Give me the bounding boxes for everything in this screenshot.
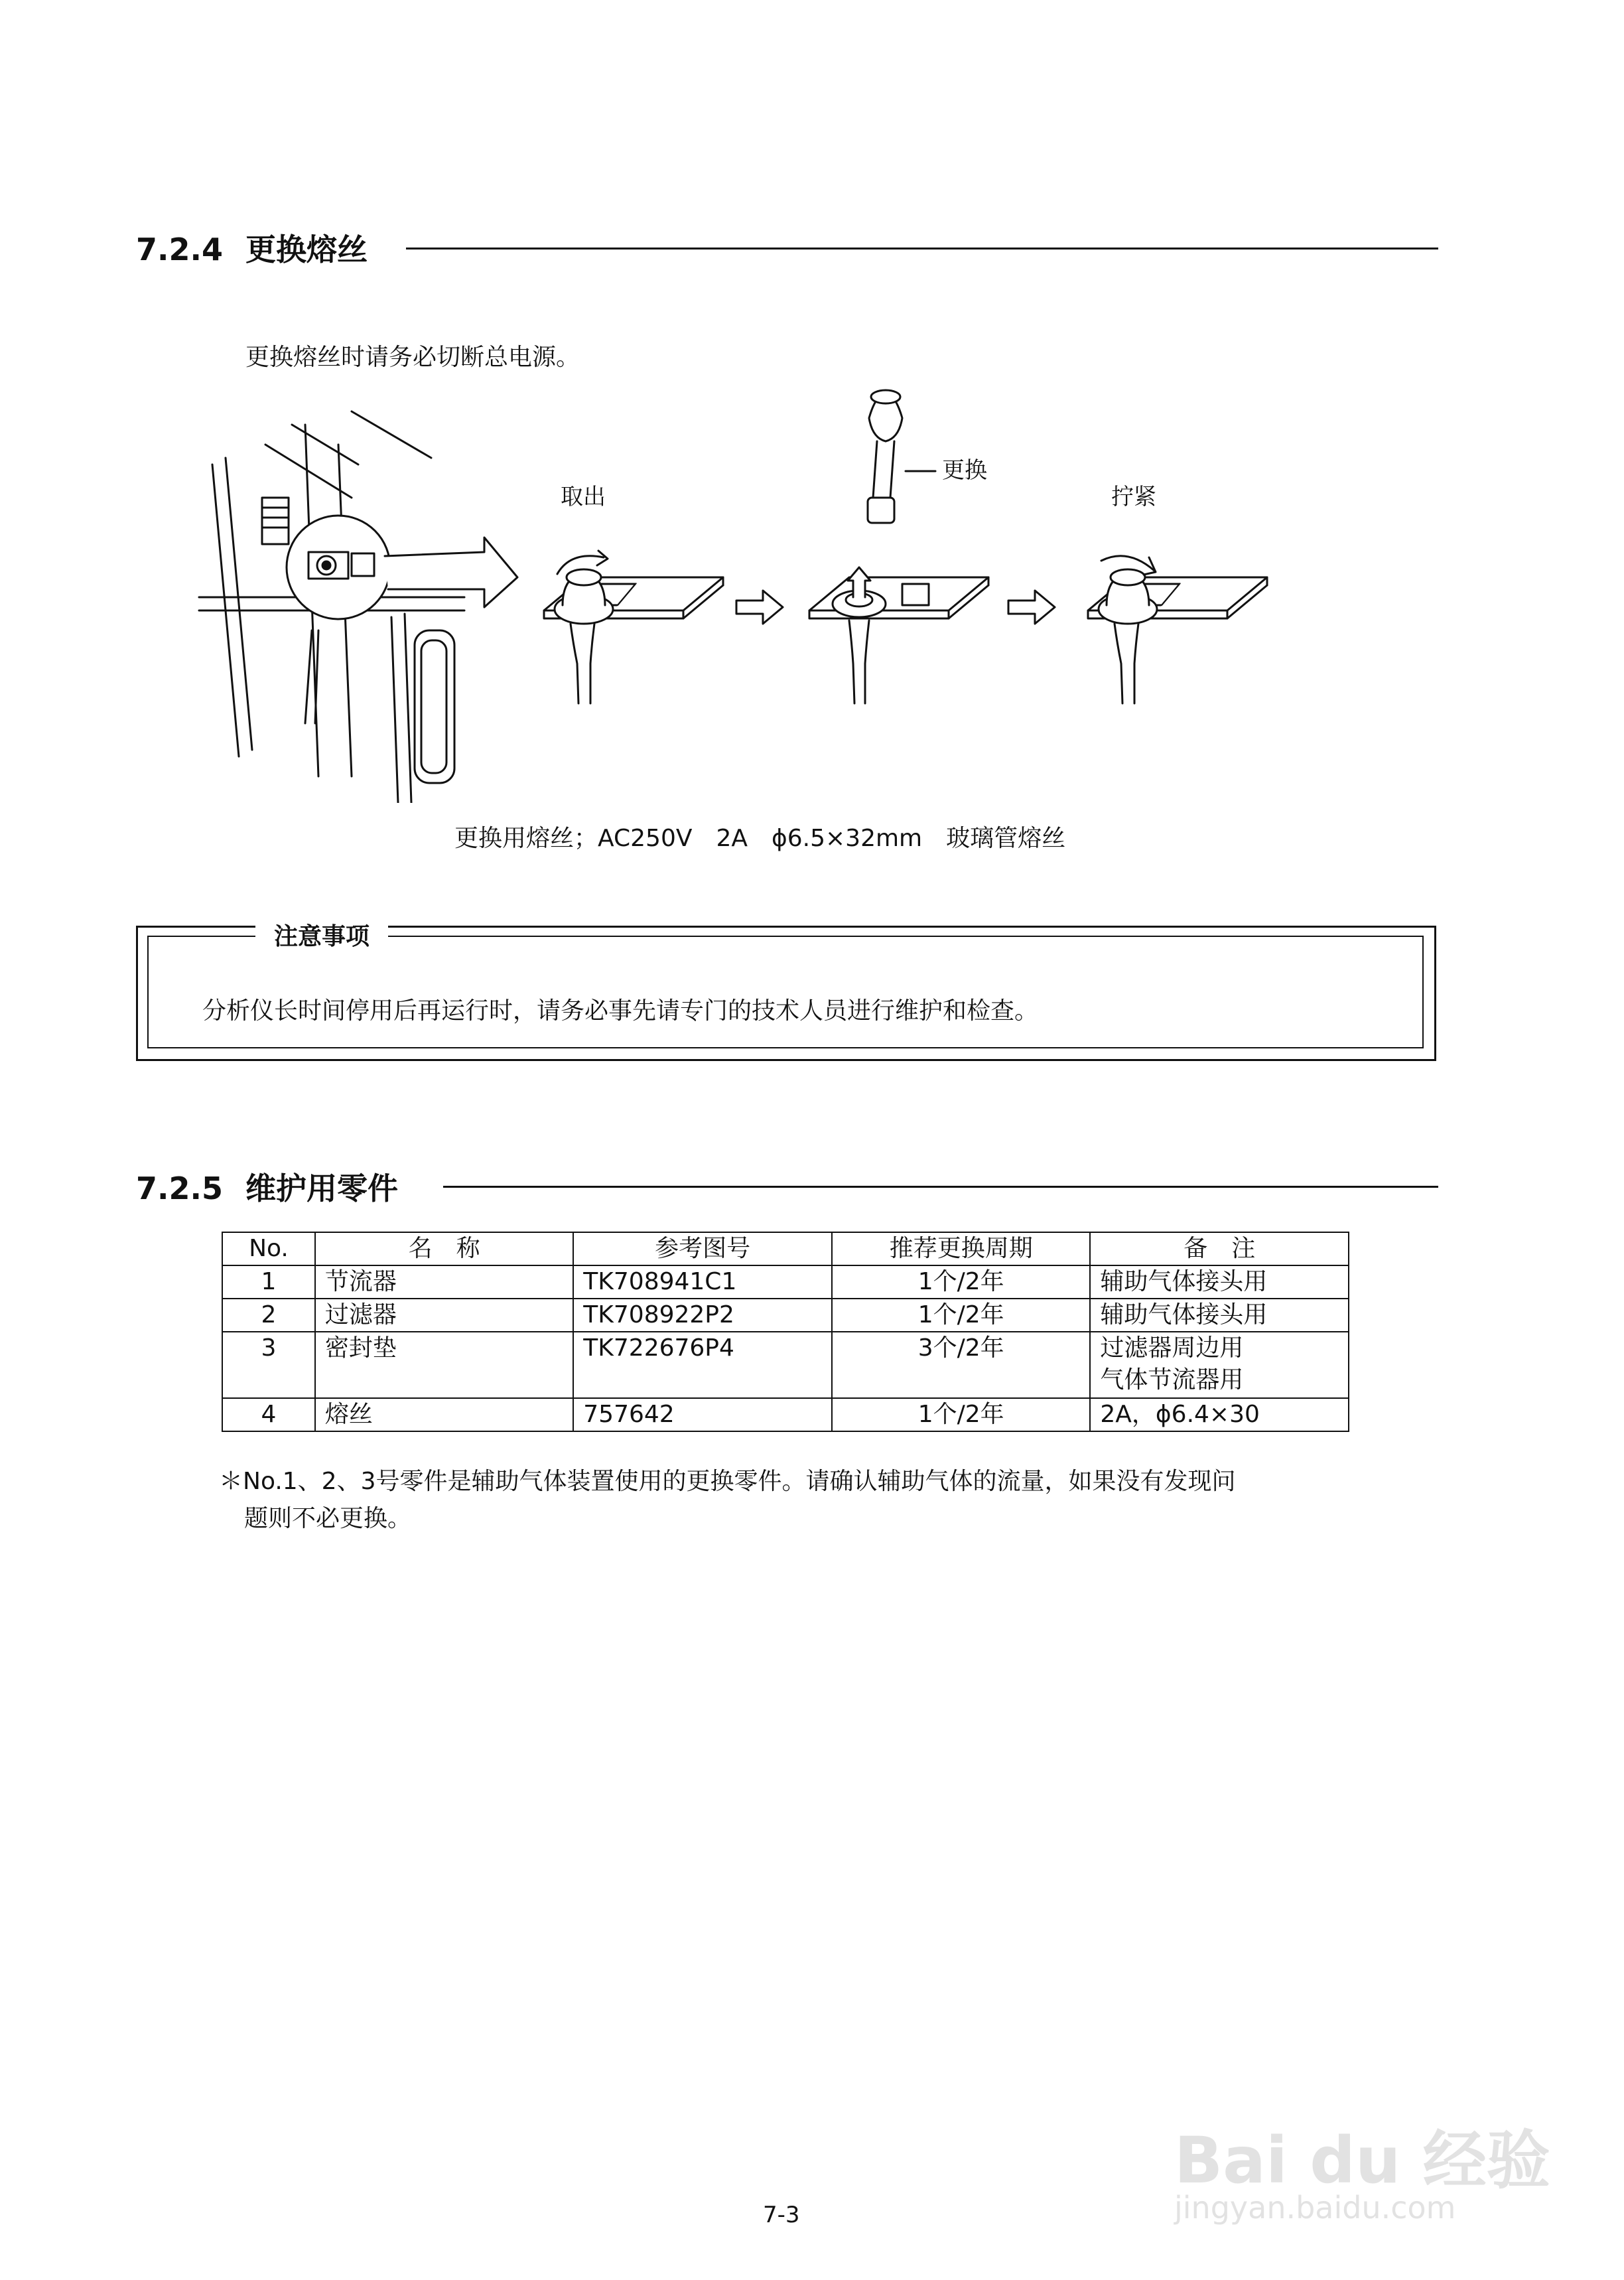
footnote: [219, 1463, 1413, 1537]
baidu-watermark-logo: Bai du 经验: [1174, 2123, 1550, 2198]
cell-no: 1: [222, 1265, 315, 1299]
cell-cycle: 1个/2年: [832, 1265, 1090, 1299]
table-header-cell: No.: [222, 1232, 315, 1265]
cell-ref: TK708941C1: [573, 1265, 832, 1299]
cell-no: 2: [222, 1299, 315, 1332]
section-number: 7.2.4: [136, 232, 223, 267]
cell-ref: 757642: [573, 1398, 832, 1431]
table-header-cell: 备 注: [1090, 1232, 1349, 1265]
footnote-text: No.1、2、3号零件是辅助气体装置使用的更换零件。请确认辅助气体的流量，如果没有发现问: [243, 1468, 1236, 1495]
parts-table: [222, 1232, 1349, 1432]
cell-cycle: 3个/2年: [832, 1332, 1090, 1398]
cell-no: 3: [222, 1332, 315, 1398]
table-row: [222, 1398, 1349, 1431]
table-header-row: [222, 1232, 1349, 1265]
table-header-cell: 名 称: [315, 1232, 573, 1265]
heading-rule: [443, 1186, 1438, 1188]
arrow-icon-2: [1008, 591, 1055, 624]
cell-ref: TK722676P4: [573, 1332, 832, 1398]
table-header-cell: 参考图号: [573, 1232, 832, 1265]
table-row: [222, 1299, 1349, 1332]
table-header-cell: 推荐更换周期: [832, 1232, 1090, 1265]
cell-note: 2A，ϕ6.4×30: [1090, 1398, 1349, 1431]
heading-rule: [406, 248, 1438, 249]
arrow-icon-1: [736, 591, 783, 624]
cell-note: 辅助气体接头用: [1090, 1299, 1349, 1332]
section-heading-7-2-4: [136, 226, 368, 269]
section-heading-7-2-5: [136, 1165, 398, 1208]
cell-note: [1090, 1332, 1349, 1398]
page-number: 7-3: [763, 2202, 800, 2228]
fuse-replacement-illustration: [186, 378, 1287, 803]
notice-title: 注意事项: [255, 918, 388, 952]
section-title: 更换熔丝: [245, 232, 368, 267]
footnote-mark: ＊: [219, 1468, 243, 1495]
cell-cycle: 1个/2年: [832, 1299, 1090, 1332]
cell-ref: TK708922P2: [573, 1299, 832, 1332]
magnifier-callout: [287, 516, 517, 619]
footnote-line: 题则不必更换。: [244, 1505, 412, 1532]
cell-name: 节流器: [315, 1265, 573, 1299]
instruction-text: 更换熔丝时请务必切断总电源。: [245, 344, 580, 371]
baidu-watermark-url: jingyan.baidu.com: [1174, 2190, 1456, 2226]
notice-text: 分析仪长时间停用后再运行时，请务必事先请专门的技术人员进行维护和检查。: [202, 997, 1039, 1025]
cell-note-line: 过滤器周边用: [1100, 1334, 1244, 1362]
section-title: 维护用零件: [245, 1171, 398, 1206]
step-label-tighten: 拧紧: [1111, 484, 1156, 510]
cell-note-line: 气体节流器用: [1100, 1366, 1244, 1393]
section-number: 7.2.5: [136, 1171, 223, 1206]
footnote-line: [219, 1463, 1413, 1500]
cell-cycle: 1个/2年: [832, 1398, 1090, 1431]
cell-name: 熔丝: [315, 1398, 573, 1431]
cell-note: 辅助气体接头用: [1090, 1265, 1349, 1299]
cell-name: 密封垫: [315, 1332, 573, 1398]
step-replace-drawing: [809, 567, 988, 703]
table-row: [222, 1265, 1349, 1299]
step-remove-drawing: [544, 551, 723, 703]
step-tighten-drawing: [1088, 556, 1267, 703]
fuse-cap-drawing: [868, 390, 935, 523]
step-label-replace: 更换: [942, 457, 987, 484]
cell-name: 过滤器: [315, 1299, 573, 1332]
step-label-remove: 取出: [561, 484, 606, 510]
fuse-spec-text: 更换用熔丝；AC250V 2A ϕ6.5×32mm 玻璃管熔丝: [454, 825, 1066, 852]
cell-no: 4: [222, 1398, 315, 1431]
table-row: [222, 1332, 1349, 1398]
